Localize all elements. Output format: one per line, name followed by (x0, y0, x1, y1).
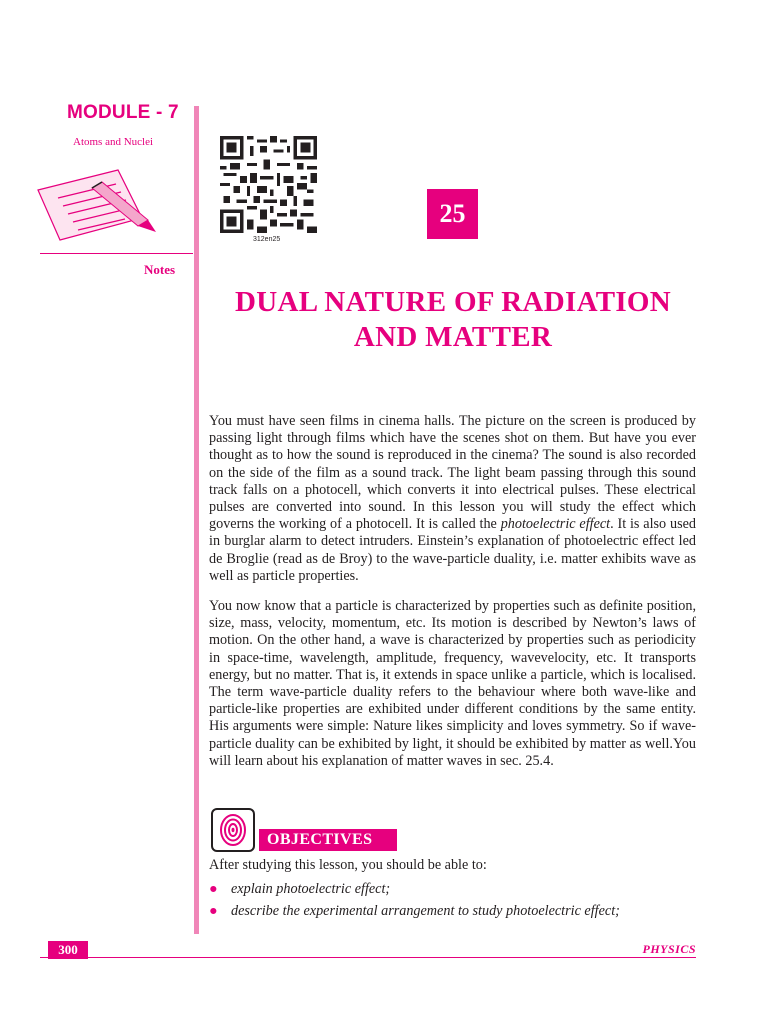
bullet-icon: ● (209, 881, 218, 897)
chapter-title (206, 285, 700, 355)
margin-rule (194, 106, 199, 934)
para-1-text-b: . It is also used in burglar alarm to detect intruders. Einstein’s explanation of photoelectric effect led de Broglie (read as de Broy) to the wave-particle duality, i.e. matter exhibits wave as well as particle properties. (209, 516, 696, 584)
target-icon (211, 808, 255, 852)
target-icon-graphic (217, 812, 249, 848)
module-subtitle: Atoms and Nuclei (73, 136, 154, 148)
notes-label: Notes (144, 262, 176, 277)
objective-item (209, 903, 620, 920)
chapter-title-line-1: DUAL NATURE OF RADIATION (234, 286, 672, 318)
chapter-number: 25 (427, 189, 478, 239)
objective-text: explain photoelectric effect; (231, 881, 391, 897)
objective-item (209, 881, 390, 898)
para-1-emphasis: photoelectric effect (500, 516, 611, 533)
para-1-text-a: You must have seen films in cinema halls. The picture on the screen is produced by passing light through films which have the scenes shot on them. But have you ever thought as to how the sound is reproduced in the cinema? The sound is also recorded on the side of the film as a sound track. The light beam passing through this sound track falls on a photocell, which converts it into electrical pulses. These electrical pulses are converted into sound. In this lesson you will study the effect which governs the working of a photocell. It is called the (209, 413, 696, 533)
sidebar-divider (40, 253, 193, 254)
objectives-heading: OBJECTIVES (259, 829, 397, 851)
qr-code (220, 136, 317, 233)
intro-paragraph-1 (209, 413, 696, 585)
footer-rule (40, 957, 696, 958)
qr-caption: 312en25 (253, 236, 281, 243)
footer-subject: PHYSICS (642, 942, 696, 956)
intro-paragraph-2: You now know that a particle is characterized by properties such as definite position, size, mass, velocity, momentum, etc. Its motion is described by Newton’s laws of motion. On the other hand, a wave is characterized by properties such as periodicity in space-time, wavelength, amplitude, frequency, wavevelocity, etc. It transports energy, but no matter. That is, it extends in space unlike a particle, which is localised. The term wave-particle duality refers to the behaviour where both wave-like and particle-like properties are exhibited under different conditions by the same entity. His arguments were simple: Nature likes simplicity and loves symmetry. So if wave-particle duality can be exhibited by light, it should be exhibited by matter as well.You will learn about his explanation of matter waves in sec. 25.4. (209, 598, 696, 769)
notes-pencil-icon (30, 168, 170, 248)
module-title: MODULE - 7 (67, 102, 179, 123)
chapter-title-line-2: AND MATTER (353, 321, 553, 353)
bullet-icon: ● (209, 903, 218, 919)
objectives-intro: After studying this lesson, you should be able to: (209, 857, 487, 873)
objective-text: describe the experimental arrangement to study photoelectric effect; (231, 903, 620, 919)
page-number: 300 (48, 941, 88, 959)
